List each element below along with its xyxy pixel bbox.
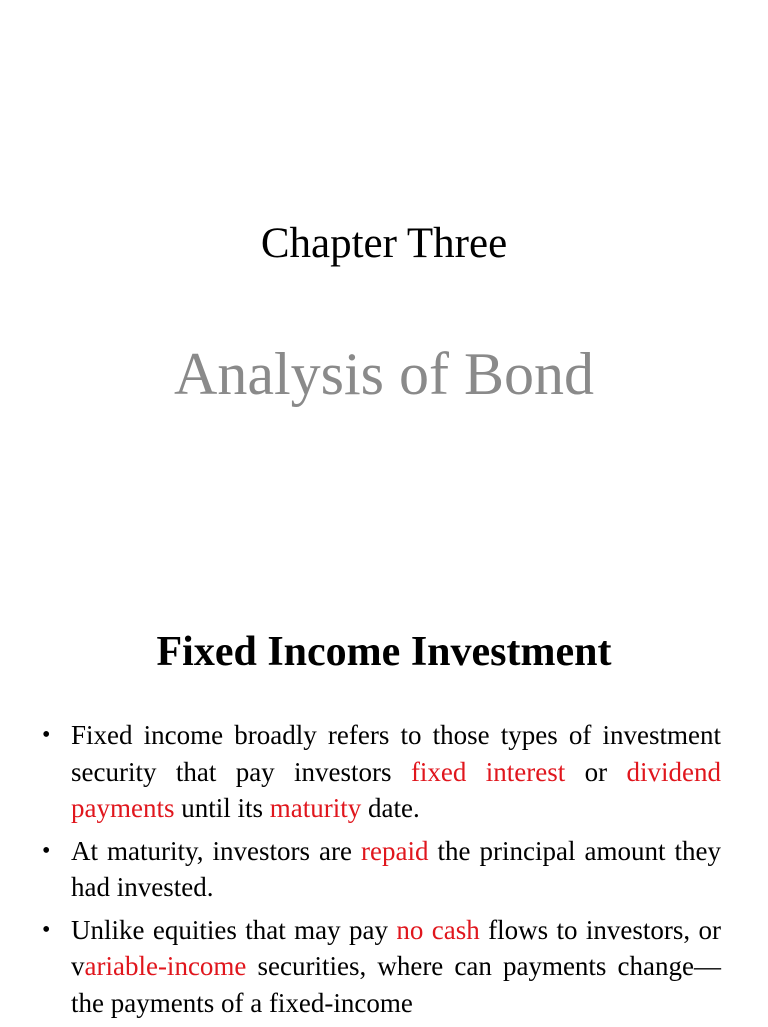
bullet-dot-icon: • [42, 837, 51, 864]
bullet-item [40, 833, 721, 906]
bullet-dot-icon: • [42, 722, 51, 748]
bullet-list [40, 717, 721, 1027]
bullet-text [71, 836, 721, 903]
slide-heading: Fixed Income Investment [156, 629, 612, 675]
text-segment: the principal amount they had invested. [71, 835, 721, 902]
text-segment: until its [174, 793, 270, 823]
highlighted-term: repaid [361, 835, 429, 866]
highlighted-term: fixed interest [410, 756, 566, 787]
bullet-dot-icon: • [42, 916, 51, 943]
highlighted-term: no cash [396, 914, 480, 945]
highlighted-term: ariable-income [84, 951, 247, 981]
text-segment: date. [361, 793, 420, 823]
bullet-item [40, 912, 721, 1022]
text-segment: flows to investors, or v [71, 914, 722, 981]
bullet-item [40, 717, 721, 827]
chapter-subtitle: Analysis of Bond [174, 341, 594, 407]
bullet-text [71, 915, 721, 1018]
chapter-title: Chapter Three [260, 220, 508, 267]
text-segment: Unlike equities that may pay [71, 914, 397, 945]
text-segment: or [565, 756, 627, 787]
highlighted-term: maturity [269, 793, 362, 823]
highlighted-term: dividend payments [71, 756, 722, 823]
text-segment: Fixed income broadly refers to those types of investment security that pay investors [71, 720, 721, 787]
bullet-text [71, 720, 721, 823]
text-segment: At maturity, investors are [71, 835, 362, 866]
content-slide [0, 576, 768, 1024]
text-segment: securities, where can payments change—the payments of a fixed-income [71, 951, 721, 1018]
